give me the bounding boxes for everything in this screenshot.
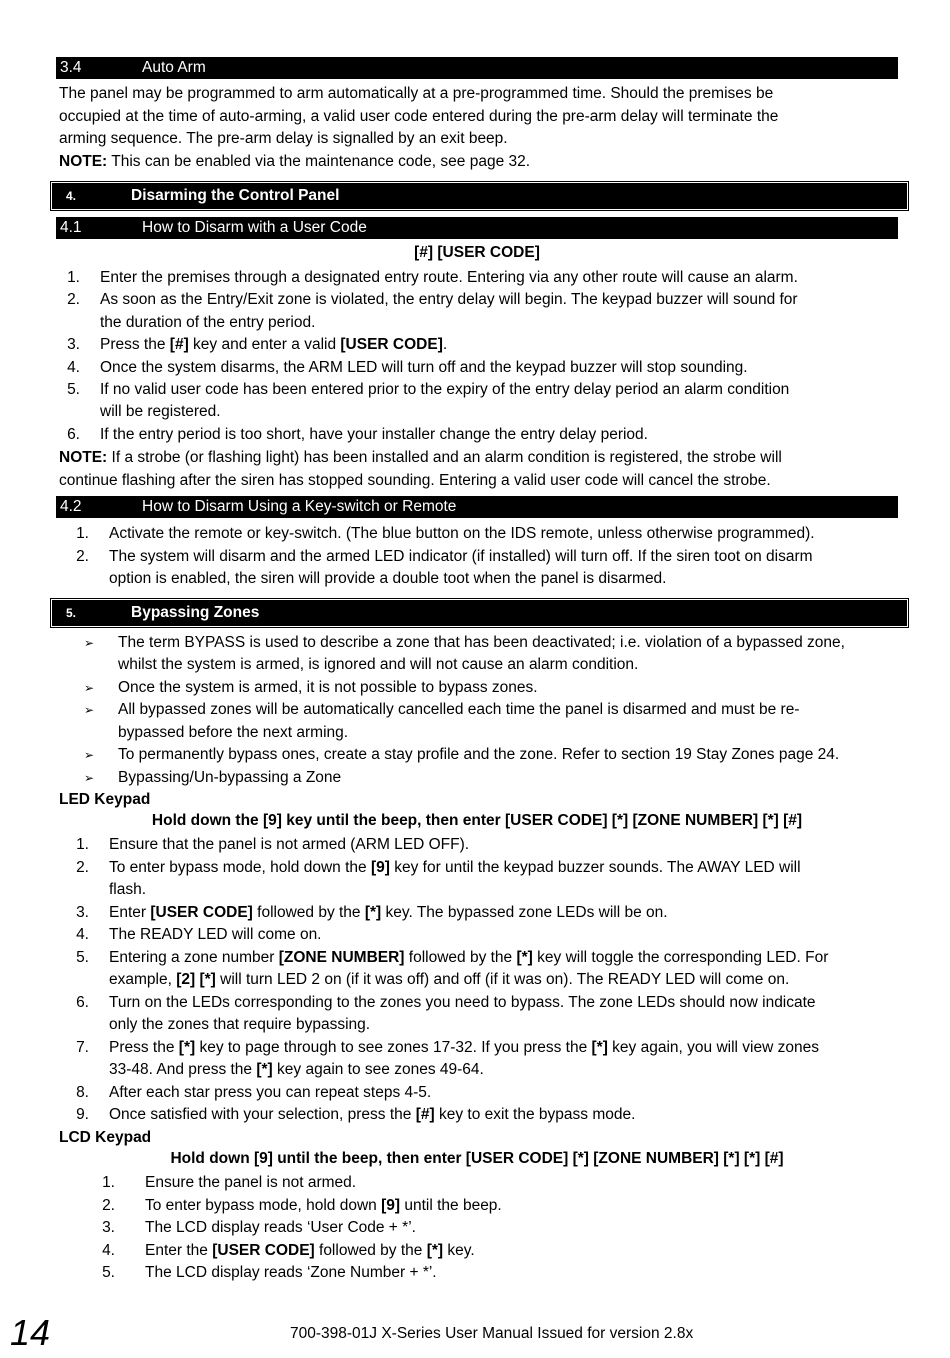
paragraph-line: occupied at the time of auto-arming, a valid user code entered during the pre-arm delay will terminate the <box>59 108 779 125</box>
page-number: 14 <box>10 1312 51 1353</box>
item-number: 1. <box>67 269 80 286</box>
section-number: 3.4 <box>60 59 82 76</box>
note-text: If a strobe (or flashing light) has been installed and an alarm condition is registered, the strobe will <box>107 449 782 466</box>
item-text: Enter the premises through a designated entry route. Entering via any other route will cause an alarm. <box>100 269 798 286</box>
arrow-bullet-icon: ➢ <box>84 703 95 717</box>
note <box>59 447 782 470</box>
section-bar-4-2 <box>56 496 898 518</box>
note-continuation: continue flashing after the siren has stopped sounding. Entering a valid user code will cancel the strobe. <box>59 472 771 489</box>
paragraph-line: arming sequence. The pre-arm delay is signalled by an exit beep. <box>59 130 508 147</box>
item-text: Once the system disarms, the ARM LED will turn off and the keypad buzzer will stop sounding. <box>100 359 748 376</box>
bullet-text: The term BYPASS is used to describe a zone that has been deactivated; i.e. violation of a bypassed zone, <box>118 634 845 651</box>
bullet-text: Bypassing/Un-bypassing a Zone <box>118 769 342 786</box>
arrow-bullet-icon: ➢ <box>84 681 95 695</box>
item-text: Activate the remote or key-switch. (The blue button on the IDS remote, unless otherwise programmed). <box>109 525 815 542</box>
arrow-bullet-icon: ➢ <box>84 748 95 762</box>
chapter-title: Bypassing Zones <box>131 604 260 621</box>
item-text: the duration of the entry period. <box>100 314 316 331</box>
paragraph-line: The panel may be programmed to arm automatically at a pre-programmed time. Should the premises be <box>59 85 774 102</box>
item-text: option is enabled, the siren will provide a double toot when the panel is disarmed. <box>109 570 667 587</box>
section-number: 4.2 <box>60 498 82 515</box>
item-text: If no valid user code has been entered prior to the expiry of the entry delay period an alarm condition <box>100 381 790 398</box>
item-number: 5. <box>67 381 80 398</box>
section-number: 4.1 <box>60 219 82 236</box>
arrow-bullet-icon: ➢ <box>84 771 95 785</box>
subheading-led-keypad: LED Keypad <box>59 791 151 808</box>
item-text: If the entry period is too short, have your installer change the entry delay period. <box>100 426 648 443</box>
item-number: 4. <box>67 359 80 376</box>
chapter-bar-5 <box>51 599 908 627</box>
item-text: Press the [#] key and enter a valid [USER CODE]. <box>100 336 448 353</box>
footer-text: 700-398-01J X-Series User Manual Issued for version 2.8x <box>290 1325 694 1342</box>
item-number: 2. <box>76 548 89 565</box>
subheading-lcd-keypad: LCD Keypad <box>59 1129 152 1146</box>
section-bar-3-4 <box>56 57 898 79</box>
bullet-text: All bypassed zones will be automatically cancelled each time the panel is disarmed and must be re- <box>118 701 800 718</box>
note-label: NOTE: <box>59 449 108 466</box>
section-bar-4-1 <box>56 217 898 239</box>
note-text: This can be enabled via the maintenance code, see page 32. <box>107 153 531 170</box>
chapter-title: Disarming the Control Panel <box>131 187 340 204</box>
section-title: How to Disarm Using a Key-switch or Remote <box>142 498 457 515</box>
bullet-text: bypassed before the next arming. <box>118 724 349 741</box>
item-number: 2. <box>67 291 80 308</box>
item-number: 1. <box>76 525 89 542</box>
bullet-text: whilst the system is armed, is ignored and will not cause an alarm condition. <box>118 656 639 673</box>
item-number: 3. <box>67 336 80 353</box>
section-title: How to Disarm with a User Code <box>142 219 367 236</box>
bullet-text: To permanently bypass ones, create a stay profile and the zone. Refer to section 19 Stay Zones page 24. <box>118 746 840 763</box>
item-text: As soon as the Entry/Exit zone is violated, the entry delay will begin. The keypad buzzer will sound for <box>100 291 798 308</box>
item-text: will be registered. <box>100 403 221 420</box>
section-title: Auto Arm <box>142 59 206 76</box>
arrow-bullet-icon: ➢ <box>84 636 95 650</box>
command-line: [#] [USER CODE] <box>414 244 540 261</box>
item-text: The system will disarm and the armed LED indicator (if installed) will turn off. If the siren toot on disarm <box>109 548 813 565</box>
chapter-number: 4. <box>66 189 77 203</box>
note-label: NOTE: <box>59 153 108 170</box>
bullet-text: Once the system is armed, it is not possible to bypass zones. <box>118 679 538 696</box>
item-number: 6. <box>67 426 80 443</box>
chapter-bar-4 <box>51 182 908 210</box>
command-line: Hold down the [9] key until the beep, then enter [USER CODE] [*] [ZONE NUMBER] [*] [#] <box>151 812 803 829</box>
chapter-number: 5. <box>66 606 77 620</box>
command-line: Hold down [9] until the beep, then enter [USER CODE] [*] [ZONE NUMBER] [*] [*] [#] <box>170 1150 784 1167</box>
note <box>59 151 530 174</box>
